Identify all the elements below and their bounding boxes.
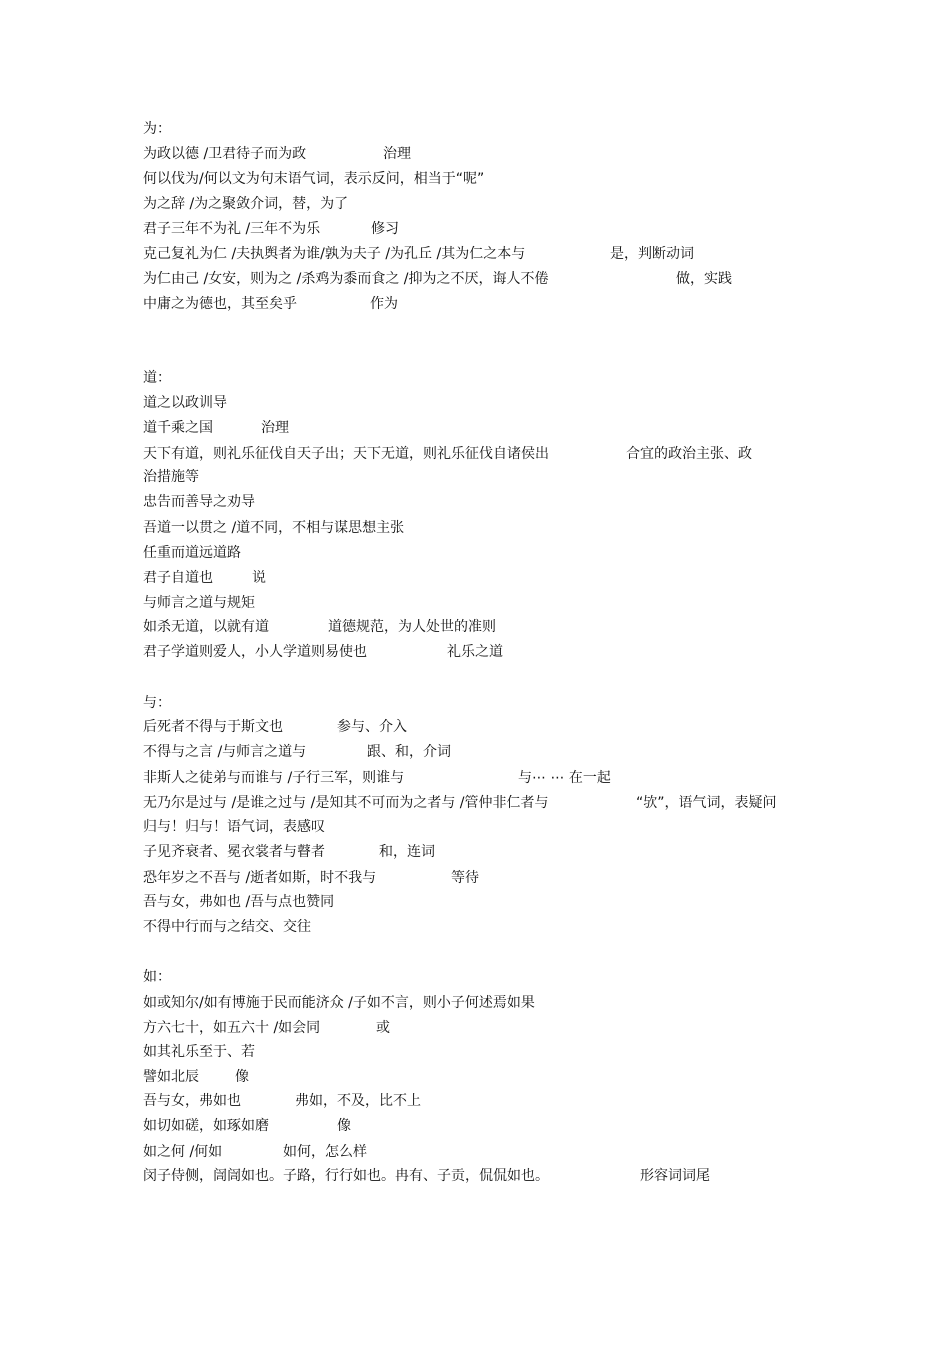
meaning-text: 治理 [383,146,411,162]
example-text: 闵子侍侧，訚訚如也。子路，行行如也。冉有、子贡，侃侃如也。 [143,1168,549,1184]
meaning-text: 做，实践 [676,271,732,287]
example-text: 君子三年不为礼 /三年不为乐 [143,221,321,237]
example-text: 方六七十，如五六十 /如会同 [143,1020,321,1036]
meaning-text: 修习 [371,221,399,237]
example-text: 道千乘之国 [143,420,213,436]
meaning-text: 礼乐之道 [447,644,503,660]
example-text: 君子学道则爱人，小人学道则易使也 [143,644,367,660]
heading-text: 如： [143,969,171,985]
example-text: 如或知尔/如有博施于民而能济众 /子如不言，则小子何述焉如果 [143,995,535,1011]
meaning-text: 如何，怎么样 [283,1144,367,1160]
example-text: 无乃尔是过与 /是谁之过与 /是知其不可而为之者与 /管仲非仁者与 [143,795,549,811]
meaning-text: 说 [252,570,266,586]
example-text: 为之辞 /为之聚敛介词，替，为了 [143,196,349,212]
example-text: 道之以政训导 [143,395,227,411]
example-text: 归与！归与！语气词，表感叹 [143,819,325,835]
example-text: 君子自道也 [143,570,213,586]
meaning-text: 或 [376,1020,390,1036]
meaning-text: 与⋯ ⋯ 在一起 [518,770,611,786]
example-text: 天下有道，则礼乐征伐自天子出；天下无道，则礼乐征伐自诸侯出 [143,446,549,462]
example-text: 忠告而善导之劝导 [143,494,255,510]
example-text: 何以伐为/何以文为句末语气词，表示反问，相当于“呢” [143,171,485,187]
meaning-text: 和，连词 [379,844,435,860]
heading-text: 为： [143,121,171,137]
example-text: 与师言之道与规矩 [143,595,255,611]
example-text: 譬如北辰 [143,1069,199,1085]
heading-text: 道： [143,370,171,386]
example-text: 后死者不得与于斯文也 [143,719,283,735]
example-text: 不得与之言 /与师言之道与 [143,744,307,760]
example-text: 为仁由己 /女安，则为之 /杀鸡为黍而食之 /抑为之不厌，诲人不倦 [143,271,549,287]
meaning-text: 治理 [261,420,289,436]
meaning-text: 等待 [451,870,479,886]
meaning-text: 像 [235,1069,249,1085]
example-text: 不得中行而与之结交、交往 [143,919,311,935]
meaning-text: 作为 [370,296,398,312]
meaning-text: 跟、和，介词 [367,744,451,760]
example-text: 吾与女，弗如也 [143,1093,241,1109]
example-text: 子见齐衰者、冕衣裳者与瞽者 [143,844,325,860]
meaning-text: 道德规范，为人处世的准则 [328,619,496,635]
meaning-text: 是，判断动词 [610,246,694,262]
example-text: 如之何 /何如 [143,1144,223,1160]
example-text: 治措施等 [143,469,199,485]
example-text: 克己复礼为仁 /夫执舆者为谁/孰为夫子 /为孔丘 /其为仁之本与 [143,246,526,262]
example-text: 为政以德 /卫君待子而为政 [143,146,307,162]
meaning-text: 弗如，不及，比不上 [295,1093,421,1109]
meaning-text: 参与、介入 [337,719,407,735]
meaning-text: 形容词词尾 [640,1168,710,1184]
meaning-text: 像 [337,1118,351,1134]
example-text: 中庸之为德也，其至矣乎 [143,296,297,312]
meaning-text: 合宜的政治主张、政 [626,446,752,462]
meaning-text: “欤”，语气词，表疑问 [636,795,777,811]
example-text: 如切如磋，如琢如磨 [143,1118,269,1134]
example-text: 任重而道远道路 [143,545,241,561]
example-text: 如杀无道，以就有道 [143,619,269,635]
example-text: 如其礼乐至于、若 [143,1044,255,1060]
example-text: 吾道一以贯之 /道不同，不相与谋思想主张 [143,520,405,536]
example-text: 恐年岁之不吾与 /逝者如斯，时不我与 [143,870,377,886]
example-text: 非斯人之徒弟与而谁与 /子行三军，则谁与 [143,770,405,786]
heading-text: 与： [143,695,171,711]
example-text: 吾与女，弗如也 /吾与点也赞同 [143,894,335,910]
